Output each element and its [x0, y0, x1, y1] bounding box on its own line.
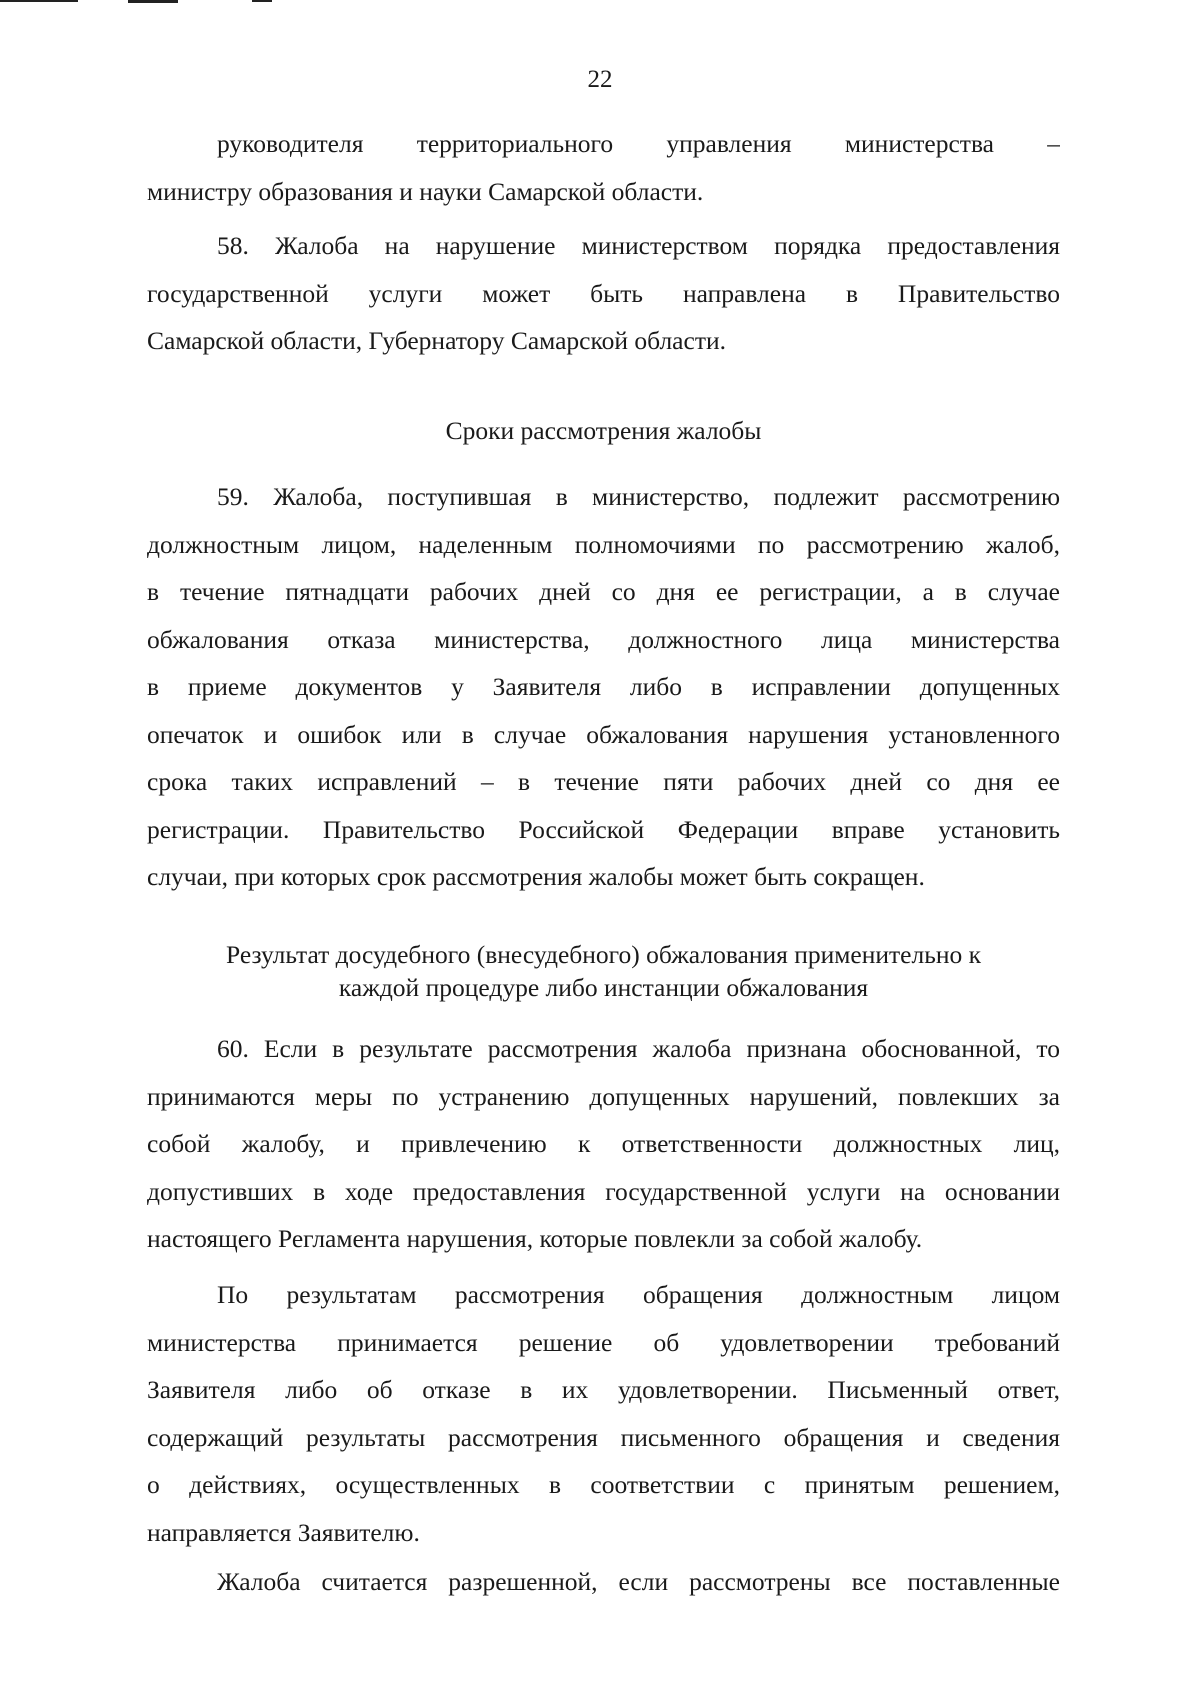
- heading-line: Результат досудебного (внесудебного) обжалования применительно к: [225, 940, 982, 969]
- text-line: 58. Жалоба на нарушение министерством порядка предоставления: [217, 231, 1060, 260]
- text-line: Самарской области, Губернатору Самарской области.: [147, 326, 726, 355]
- text-line: в течение пятнадцати рабочих дней со дня ее регистрации, а в случае: [147, 577, 1060, 606]
- text-line: обжалования отказа министерства, должностного лица министерства: [147, 624, 1060, 654]
- text-line: срока таких исправлений – в течение пяти рабочих дней со дня ее: [147, 767, 1060, 796]
- heading-line: каждой процедуре либо инстанции обжалования: [338, 973, 869, 1002]
- paragraph-59: [147, 473, 1060, 901]
- scan-artifact: [0, 0, 78, 2]
- text-line: регистрации. Правительство Российской Федерации вправе установить: [147, 814, 1060, 844]
- paragraph-60: [147, 1025, 1060, 1263]
- text-line: Заявителя либо об отказе в их удовлетворении. Письменный ответ,: [147, 1375, 1060, 1404]
- text-line: министерства принимается решение об удовлетворении требований: [147, 1327, 1060, 1357]
- scan-artifact: [252, 0, 272, 2]
- text-line: собой жалобу, и привлечению к ответственности должностных лиц,: [147, 1129, 1060, 1158]
- text-line: направляется Заявителю.: [147, 1517, 420, 1547]
- text-line: настоящего Регламента нарушения, которые повлекли за собой жалобу.: [147, 1224, 923, 1253]
- scan-artifact: [128, 0, 178, 3]
- text-line: министру образования и науки Самарской области.: [147, 176, 704, 206]
- text-line: 59. Жалоба, поступившая в министерство, подлежит рассмотрению: [217, 482, 1060, 511]
- text-line: содержащий результаты рассмотрения письменного обращения и сведения: [147, 1422, 1060, 1452]
- text-line: должностным лицом, наделенным полномочиями по рассмотрению жалоб,: [147, 529, 1060, 559]
- section-heading-terms: Сроки рассмотрения жалобы: [445, 416, 762, 445]
- text-line: Жалоба считается разрешенной, если рассмотрены все поставленные: [217, 1567, 1060, 1596]
- text-line: руководителя территориального управления министерства –: [217, 129, 1060, 158]
- text-line: По результатам рассмотрения обращения должностным лицом: [217, 1280, 1060, 1309]
- text-line: 60. Если в результате рассмотрения жалоба признана обоснованной, то: [217, 1034, 1060, 1063]
- page-number: 22: [587, 66, 613, 93]
- text-line: допустивших в ходе предоставления государственной услуги на основании: [147, 1176, 1060, 1206]
- section-heading-result: [147, 938, 1060, 1004]
- text-line: принимаются меры по устранению допущенных нарушений, повлекших за: [147, 1081, 1060, 1111]
- text-line: опечаток и ошибок или в случае обжалования нарушения установленного: [147, 719, 1060, 749]
- paragraph-58: [147, 222, 1060, 365]
- text-line: о действиях, осуществленных в соответствии с принятым решением,: [147, 1470, 1060, 1499]
- text-line: государственной услуги может быть направлена в Правительство: [147, 278, 1060, 308]
- paragraph-57-continuation: [147, 120, 1060, 215]
- text-line: в приеме документов у Заявителя либо в исправлении допущенных: [147, 672, 1060, 701]
- paragraph-decision: [147, 1271, 1060, 1556]
- text-line: случаи, при которых срок рассмотрения жалобы может быть сокращен.: [147, 862, 925, 891]
- paragraph-resolved: [147, 1558, 1060, 1606]
